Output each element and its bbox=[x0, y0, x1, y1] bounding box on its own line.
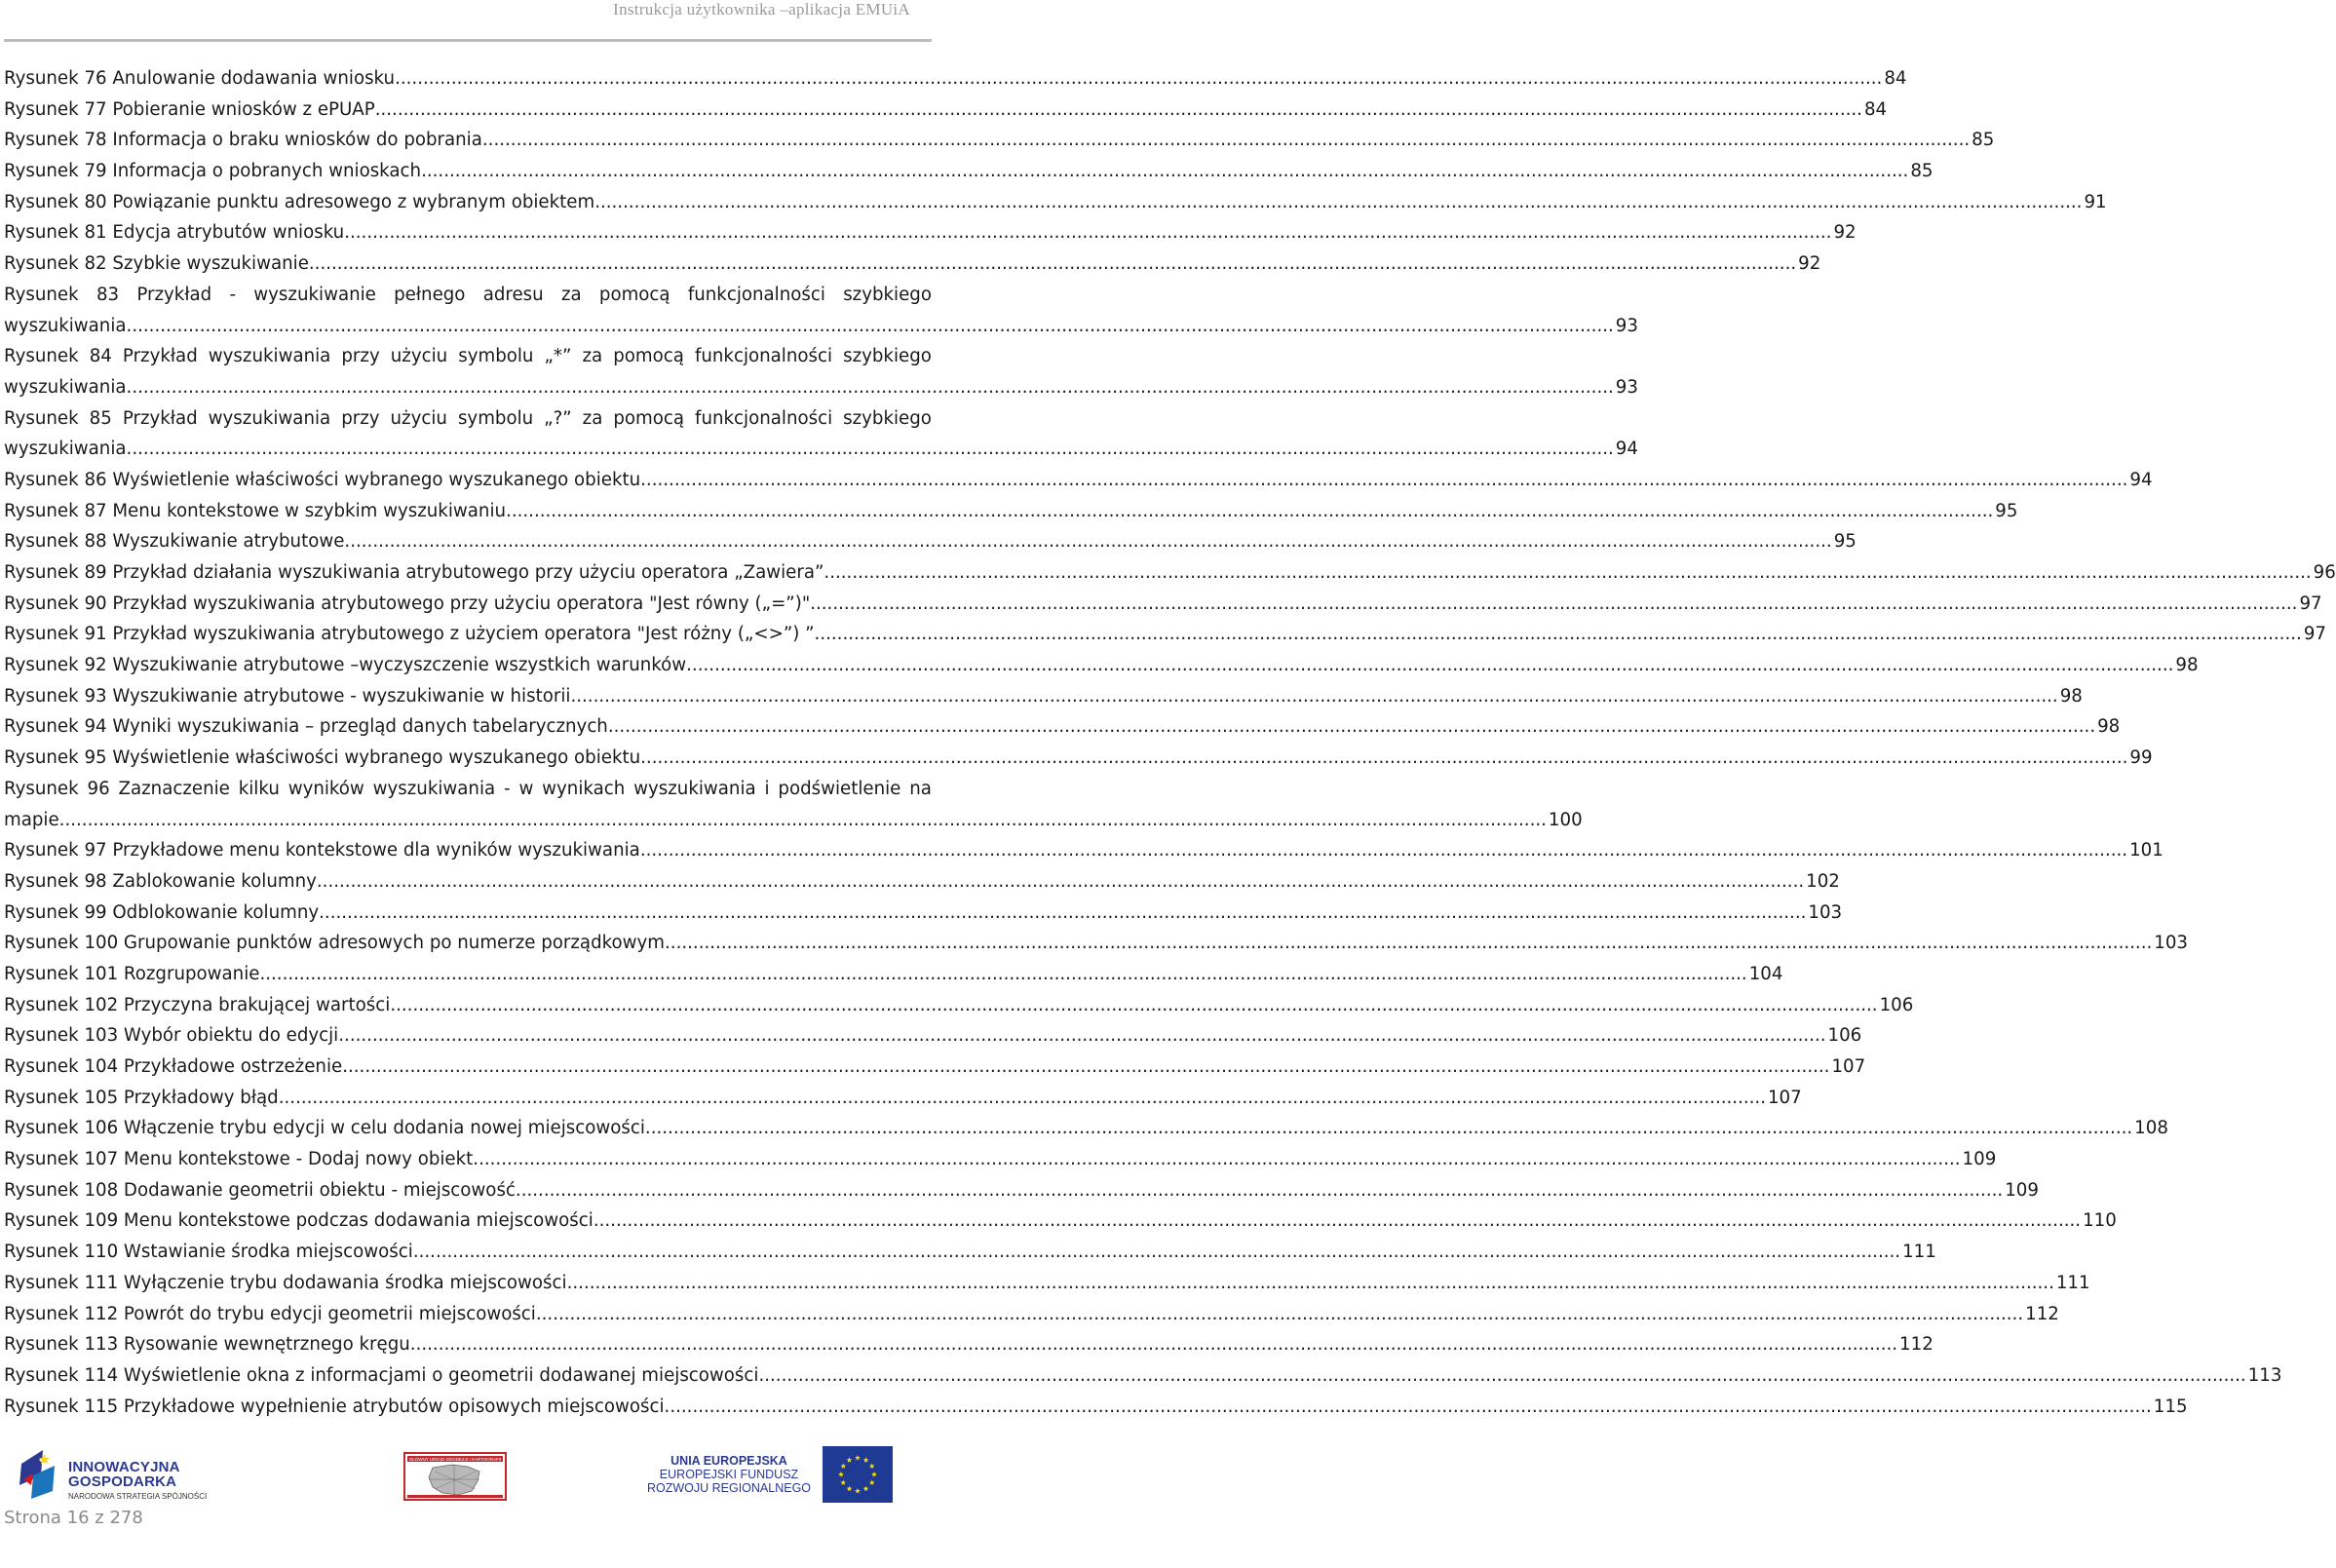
toc-entry-page: 112 bbox=[2025, 1303, 2059, 1324]
toc-entry bbox=[4, 928, 2188, 959]
toc-entry-page: 103 bbox=[2154, 933, 2188, 954]
toc-entry-page: 97 bbox=[2299, 593, 2322, 614]
dot-leader bbox=[640, 835, 2127, 866]
toc-entry-label: Rysunek 102 Przyczyna brakującej wartości bbox=[4, 994, 391, 1015]
toc-entry bbox=[4, 990, 1914, 1021]
dot-leader bbox=[127, 434, 1614, 465]
dot-leader bbox=[309, 249, 1796, 280]
toc-entry-second-line bbox=[4, 311, 1638, 342]
toc-entry-label: Rysunek 107 Menu kontekstowe - Dodaj nowy obiekt bbox=[4, 1149, 474, 1170]
toc-entry-page: 92 bbox=[1833, 222, 1857, 244]
toc-entry-word: 85 bbox=[89, 407, 112, 429]
toc-entry-label: Rysunek 82 Szybkie wyszukiwanie bbox=[4, 253, 309, 275]
toc-entry bbox=[4, 1205, 2117, 1237]
dot-leader bbox=[319, 898, 1806, 929]
toc-entry-word: wyszukiwania bbox=[208, 407, 331, 429]
toc-entry-label: Rysunek 110 Wstawianie środka miejscowości bbox=[4, 1242, 413, 1263]
toc-entry-label: Rysunek 78 Informacja o braku wniosków do pobrania bbox=[4, 130, 482, 151]
toc-entry-word: 84 bbox=[89, 346, 112, 367]
toc-entry-label: Rysunek 91 Przykład wyszukiwania atrybutowego z użyciem operatora "Jest różny („<>”) ” bbox=[4, 624, 815, 645]
toc-entry bbox=[4, 619, 2326, 650]
dot-leader bbox=[344, 526, 1831, 557]
toc-entry-label: Rysunek 94 Wyniki wyszukiwania – przegląd danych tabelarycznych bbox=[4, 716, 608, 738]
toc-entry bbox=[4, 774, 1583, 835]
toc-entry bbox=[4, 217, 1857, 249]
toc-entry-word: funkcjonalności bbox=[695, 407, 833, 429]
toc-entry-label: Rysunek 95 Wyświetlenie właściwości wybranego wyszukanego obiektu bbox=[4, 747, 641, 769]
eu-erdf-logo bbox=[639, 1446, 895, 1503]
toc-entry-page: 98 bbox=[2175, 655, 2199, 676]
toc-entry-label: Rysunek 114 Wyświetlenie okna z informacjami o geometrii dodawanej miejscowości bbox=[4, 1364, 759, 1386]
toc-entry-label: Rysunek 80 Powiązanie punktu adresowego z wybranym obiektem bbox=[4, 191, 595, 212]
toc-entry-label: wyszukiwania bbox=[4, 376, 127, 398]
toc-entry-label: mapie bbox=[4, 809, 59, 830]
toc-entry-page: 106 bbox=[1827, 1025, 1862, 1047]
toc-entry-word: adresu bbox=[482, 284, 544, 305]
toc-entry-page: 97 bbox=[2303, 624, 2326, 645]
toc-entry-second-line bbox=[4, 372, 1638, 403]
eu-flag-icon bbox=[823, 1446, 893, 1503]
dot-leader bbox=[413, 1237, 1900, 1268]
toc-entry-label: Rysunek 88 Wyszukiwanie atrybutowe bbox=[4, 531, 345, 553]
dot-leader bbox=[395, 63, 1882, 95]
toc-entry-word: Przykład bbox=[122, 407, 198, 429]
dot-leader bbox=[317, 866, 1804, 898]
toc-entry-page: 109 bbox=[1962, 1149, 1997, 1170]
svg-text:GŁÓWNY URZĄD GEODEZJI I KARTOG: GŁÓWNY URZĄD GEODEZJI I KARTOGRAFII bbox=[408, 1457, 502, 1462]
toc-entry-page: 108 bbox=[2134, 1118, 2168, 1139]
document-title: Instrukcja użytkownika –aplikacja EMUiA bbox=[613, 0, 910, 19]
toc-entry-label: Rysunek 106 Włączenie trybu edycji w celu dodania nowej miejscowości bbox=[4, 1118, 645, 1139]
toc-entry-page: 110 bbox=[2083, 1210, 2117, 1232]
toc-entry bbox=[4, 1052, 1866, 1083]
dot-leader bbox=[665, 1392, 2152, 1423]
page-header bbox=[0, 0, 936, 45]
toc-entry-word: przy bbox=[341, 346, 380, 367]
toc-entry-word: wyników bbox=[287, 778, 364, 799]
innowacyjna-gospodarka-mark-icon bbox=[14, 1446, 64, 1503]
dot-leader bbox=[344, 217, 1831, 249]
toc-entry bbox=[4, 95, 1888, 126]
toc-entry bbox=[4, 589, 2322, 620]
toc-entry-label: Rysunek 77 Pobieranie wniosków z ePUAP bbox=[4, 98, 375, 120]
toc-entry-label: Rysunek 103 Wybór obiektu do edycji bbox=[4, 1025, 339, 1047]
toc-entry-label: Rysunek 81 Edycja atrybutów wniosku bbox=[4, 222, 345, 244]
toc-entry-page: 84 bbox=[1884, 68, 1907, 89]
toc-entry-word: Rysunek bbox=[4, 778, 79, 799]
toc-entry-label: Rysunek 98 Zablokowanie kolumny bbox=[4, 870, 317, 892]
toc-entry bbox=[4, 1360, 2282, 1392]
dot-leader bbox=[410, 1329, 1897, 1360]
dot-leader bbox=[594, 187, 2082, 218]
toc-entry-page: 85 bbox=[1910, 161, 1934, 182]
toc-entry-word: użyciu bbox=[390, 346, 448, 367]
toc-entry-page: 99 bbox=[2129, 747, 2153, 769]
dot-leader bbox=[127, 311, 1614, 342]
toc-entry-page: 84 bbox=[1863, 98, 1888, 120]
dot-leader bbox=[127, 372, 1614, 403]
dot-leader bbox=[815, 619, 2302, 650]
dot-leader bbox=[640, 465, 2127, 496]
dot-leader bbox=[536, 1299, 2023, 1330]
toc-entry-label: Rysunek 93 Wyszukiwanie atrybutowe - wyszukiwanie w historii bbox=[4, 685, 571, 707]
toc-entry-page: 111 bbox=[1902, 1242, 1936, 1263]
toc-entry-word: symbolu bbox=[458, 346, 534, 367]
gugik-logo bbox=[403, 1452, 507, 1501]
dot-leader bbox=[338, 1020, 1825, 1052]
toc-entry-label: Rysunek 104 Przykładowe ostrzeżenie bbox=[4, 1056, 343, 1077]
toc-entry-first-line bbox=[4, 280, 932, 311]
toc-entry-word: - bbox=[504, 778, 511, 799]
toc-entry-word: Rysunek bbox=[4, 346, 79, 367]
toc-entry bbox=[4, 341, 1638, 402]
toc-entry-word: Przykład bbox=[122, 346, 198, 367]
dot-leader bbox=[810, 589, 2297, 620]
dot-leader bbox=[758, 1360, 2245, 1392]
toc-entry bbox=[4, 1144, 1997, 1175]
toc-entry-label: Rysunek 92 Wyszukiwanie atrybutowe –wyczyszczenie wszystkich warunków bbox=[4, 655, 687, 676]
toc-entry-second-line bbox=[4, 434, 1638, 465]
toc-entry-word: funkcjonalności bbox=[694, 346, 833, 367]
dot-leader bbox=[640, 743, 2127, 774]
toc-entry-label: Rysunek 112 Powrót do trybu edycji geometrii miejscowości bbox=[4, 1303, 536, 1324]
toc-entry-first-line bbox=[4, 341, 932, 372]
toc-entry-first-line bbox=[4, 403, 932, 435]
table-of-figures bbox=[4, 63, 2336, 1422]
dot-leader bbox=[259, 959, 1746, 990]
toc-entry-page: 98 bbox=[2097, 716, 2121, 738]
toc-entry-page: 106 bbox=[1879, 994, 1914, 1015]
eu-logo-line2: EUROPEJSKI FUNDUSZ bbox=[659, 1468, 799, 1481]
toc-entry-word: pomocą bbox=[613, 346, 684, 367]
toc-entry bbox=[4, 526, 1857, 557]
toc-entry-word: Rysunek bbox=[4, 407, 79, 429]
toc-entry-page: 93 bbox=[1615, 376, 1638, 398]
toc-entry-page: 95 bbox=[1995, 500, 2018, 521]
toc-entry-word: Zaznaczenie bbox=[118, 778, 230, 799]
toc-entry-label: Rysunek 109 Menu kontekstowe podczas dodawania miejscowości bbox=[4, 1210, 594, 1232]
dot-leader bbox=[686, 650, 2173, 681]
toc-entry-word: wyszukiwania bbox=[208, 346, 331, 367]
toc-entry-label: Rysunek 90 Przykład wyszukiwania atrybutowego przy użyciu operatora "Jest równy („=”)" bbox=[4, 593, 811, 614]
toc-entry-word: pełnego bbox=[394, 284, 466, 305]
toc-entry-word: szybkiego bbox=[843, 346, 932, 367]
toc-entry-label: Rysunek 97 Przykładowe menu kontekstowe dla wyników wyszukiwania bbox=[4, 840, 640, 861]
toc-entry-word: w bbox=[518, 778, 534, 799]
toc-entry bbox=[4, 711, 2121, 743]
header-divider bbox=[4, 39, 932, 42]
dot-leader bbox=[570, 681, 2057, 712]
toc-entry-word: wyszukiwania bbox=[633, 778, 756, 799]
toc-entry-label: Rysunek 89 Przykład działania wyszukiwania atrybutowego przy użyciu operatora „Zawiera” bbox=[4, 562, 824, 583]
toc-entry-label: Rysunek 108 Dodawanie geometrii obiektu - miejscowość bbox=[4, 1179, 516, 1201]
toc-entry-first-line bbox=[4, 774, 932, 805]
dot-leader bbox=[645, 1113, 2132, 1144]
toc-entry-word: pomocą bbox=[598, 284, 670, 305]
toc-entry-label: Rysunek 86 Wyświetlenie właściwości wybranego wyszukanego obiektu bbox=[4, 469, 641, 490]
toc-entry bbox=[4, 959, 1783, 990]
dot-leader bbox=[506, 496, 1993, 527]
toc-entry-word: za bbox=[560, 284, 582, 305]
dot-leader bbox=[665, 928, 2152, 959]
toc-entry-word: symbolu bbox=[457, 407, 534, 429]
toc-entry-word: i bbox=[764, 778, 770, 799]
toc-entry-page: 94 bbox=[2129, 469, 2153, 490]
toc-entry-page: 113 bbox=[2247, 1364, 2282, 1386]
toc-entry-page: 107 bbox=[1767, 1087, 1802, 1108]
toc-entry-label: Rysunek 87 Menu kontekstowe w szybkim wyszukiwaniu bbox=[4, 500, 507, 521]
toc-entry-page: 95 bbox=[1833, 531, 1857, 553]
toc-entry-page: 107 bbox=[1831, 1056, 1866, 1077]
toc-entry bbox=[4, 1175, 2039, 1206]
toc-entry bbox=[4, 1329, 1934, 1360]
ig-logo-line3: NARODOWA STRATEGIA SPÓJNOŚCI bbox=[68, 1492, 208, 1501]
toc-entry bbox=[4, 1299, 2059, 1330]
toc-entry-page: 104 bbox=[1748, 963, 1783, 984]
toc-entry-label: Rysunek 115 Przykładowe wypełnienie atrybutów opisowych miejscowości bbox=[4, 1396, 665, 1417]
toc-entry-word: - bbox=[229, 284, 237, 305]
toc-entry-label: Rysunek 105 Przykładowy błąd bbox=[4, 1087, 279, 1108]
toc-entry bbox=[4, 1392, 2188, 1423]
toc-entry-page: 85 bbox=[1972, 130, 1995, 151]
dot-leader bbox=[516, 1175, 2003, 1206]
gugik-emblem-icon bbox=[403, 1452, 507, 1501]
toc-entry-word: szybkiego bbox=[843, 407, 932, 429]
toc-entry-word: „*” bbox=[544, 346, 572, 367]
toc-entry-label: Rysunek 111 Wyłączenie trybu dodawania środka miejscowości bbox=[4, 1272, 567, 1293]
toc-entry bbox=[4, 1237, 1936, 1268]
toc-entry-second-line bbox=[4, 805, 1583, 836]
toc-entry bbox=[4, 1268, 2090, 1299]
toc-entry bbox=[4, 835, 2164, 866]
dot-leader bbox=[594, 1205, 2081, 1237]
toc-entry-word: przy bbox=[341, 407, 380, 429]
toc-entry-word: 96 bbox=[87, 778, 110, 799]
toc-entry-page: 91 bbox=[2084, 191, 2107, 212]
toc-entry-word: użyciu bbox=[390, 407, 447, 429]
dot-leader bbox=[473, 1144, 1960, 1175]
toc-entry bbox=[4, 496, 2018, 527]
toc-entry-label: Rysunek 101 Rozgrupowanie bbox=[4, 963, 260, 984]
toc-entry-page: 100 bbox=[1548, 809, 1583, 830]
toc-entry bbox=[4, 1083, 1802, 1114]
toc-entry-word: wynikach bbox=[542, 778, 626, 799]
toc-entry-label: Rysunek 76 Anulowanie dodawania wniosku bbox=[4, 68, 396, 89]
toc-entry bbox=[4, 403, 1638, 465]
toc-entry-word: na bbox=[909, 778, 932, 799]
dot-leader bbox=[482, 125, 1970, 156]
toc-entry-word: „?” bbox=[544, 407, 572, 429]
dot-leader bbox=[279, 1083, 1766, 1114]
dot-leader bbox=[608, 711, 2095, 743]
toc-entry-word: wyszukiwania bbox=[372, 778, 496, 799]
dot-leader bbox=[375, 95, 1862, 126]
toc-entry-label: Rysunek 100 Grupowanie punktów adresowych po numerze porządkowym bbox=[4, 933, 665, 954]
toc-entry-word: wyszukiwanie bbox=[253, 284, 376, 305]
toc-entry bbox=[4, 280, 1638, 341]
toc-entry bbox=[4, 187, 2107, 218]
toc-entry bbox=[4, 249, 1821, 280]
eu-logo-line3: ROZWOJU REGIONALNEGO bbox=[646, 1481, 812, 1495]
toc-entry-page: 94 bbox=[1615, 439, 1638, 460]
toc-entry bbox=[4, 681, 2083, 712]
ig-logo-line1: INNOWACYJNA bbox=[68, 1459, 180, 1475]
toc-entry bbox=[4, 557, 2336, 589]
page-number: Strona 16 z 278 bbox=[4, 1508, 143, 1528]
toc-entry-word: pomocą bbox=[613, 407, 685, 429]
innowacyjna-gospodarka-logo bbox=[14, 1446, 218, 1503]
toc-entry-page: 109 bbox=[2005, 1179, 2039, 1201]
toc-entry-label: Rysunek 99 Odblokowanie kolumny bbox=[4, 901, 320, 923]
toc-entry-word: Przykład bbox=[136, 284, 212, 305]
toc-entry-label: Rysunek 79 Informacja o pobranych wnioskach bbox=[4, 161, 422, 182]
toc-entry-word: podświetlenie bbox=[778, 778, 901, 799]
dot-leader bbox=[823, 557, 2311, 589]
toc-entry-page: 96 bbox=[2313, 562, 2336, 583]
toc-entry-page: 112 bbox=[1899, 1334, 1934, 1356]
toc-entry-word: za bbox=[582, 346, 603, 367]
toc-entry-word: szybkiego bbox=[843, 284, 932, 305]
dot-leader bbox=[342, 1052, 1829, 1083]
toc-entry bbox=[4, 1113, 2168, 1144]
toc-entry bbox=[4, 743, 2153, 774]
dot-leader bbox=[567, 1268, 2054, 1299]
toc-entry-page: 115 bbox=[2153, 1396, 2188, 1417]
toc-entry bbox=[4, 465, 2153, 496]
toc-entry-label: wyszukiwania bbox=[4, 315, 127, 336]
toc-entry-word: 83 bbox=[96, 284, 120, 305]
toc-entry-word: funkcjonalności bbox=[687, 284, 825, 305]
toc-entry bbox=[4, 898, 1843, 929]
toc-entry-word: Rysunek bbox=[4, 284, 79, 305]
toc-entry-label: Rysunek 113 Rysowanie wewnętrznego kręgu bbox=[4, 1334, 410, 1356]
page-footer bbox=[0, 1433, 936, 1568]
toc-entry-label: wyszukiwania bbox=[4, 439, 127, 460]
eu-logo-line1: UNIA EUROPEJSKA bbox=[670, 1454, 787, 1468]
dot-leader bbox=[421, 156, 1908, 187]
toc-entry bbox=[4, 1020, 1862, 1052]
toc-entry-word: kilku bbox=[238, 778, 280, 799]
toc-entry-page: 92 bbox=[1798, 253, 1821, 275]
toc-entry-page: 103 bbox=[1808, 901, 1843, 923]
toc-entry bbox=[4, 63, 1907, 95]
toc-entry bbox=[4, 156, 1934, 187]
toc-entry bbox=[4, 650, 2199, 681]
toc-entry-page: 101 bbox=[2129, 840, 2164, 861]
toc-entry-page: 102 bbox=[1806, 870, 1840, 892]
toc-entry bbox=[4, 125, 1995, 156]
toc-entry-word: za bbox=[582, 407, 603, 429]
toc-entry-page: 111 bbox=[2055, 1272, 2090, 1293]
toc-entry-page: 98 bbox=[2059, 685, 2083, 707]
dot-leader bbox=[59, 805, 1547, 836]
dot-leader bbox=[390, 990, 1877, 1021]
ig-logo-line2: GOSPODARKA bbox=[68, 1473, 177, 1490]
toc-entry-page: 93 bbox=[1615, 315, 1638, 336]
toc-entry bbox=[4, 866, 1840, 898]
